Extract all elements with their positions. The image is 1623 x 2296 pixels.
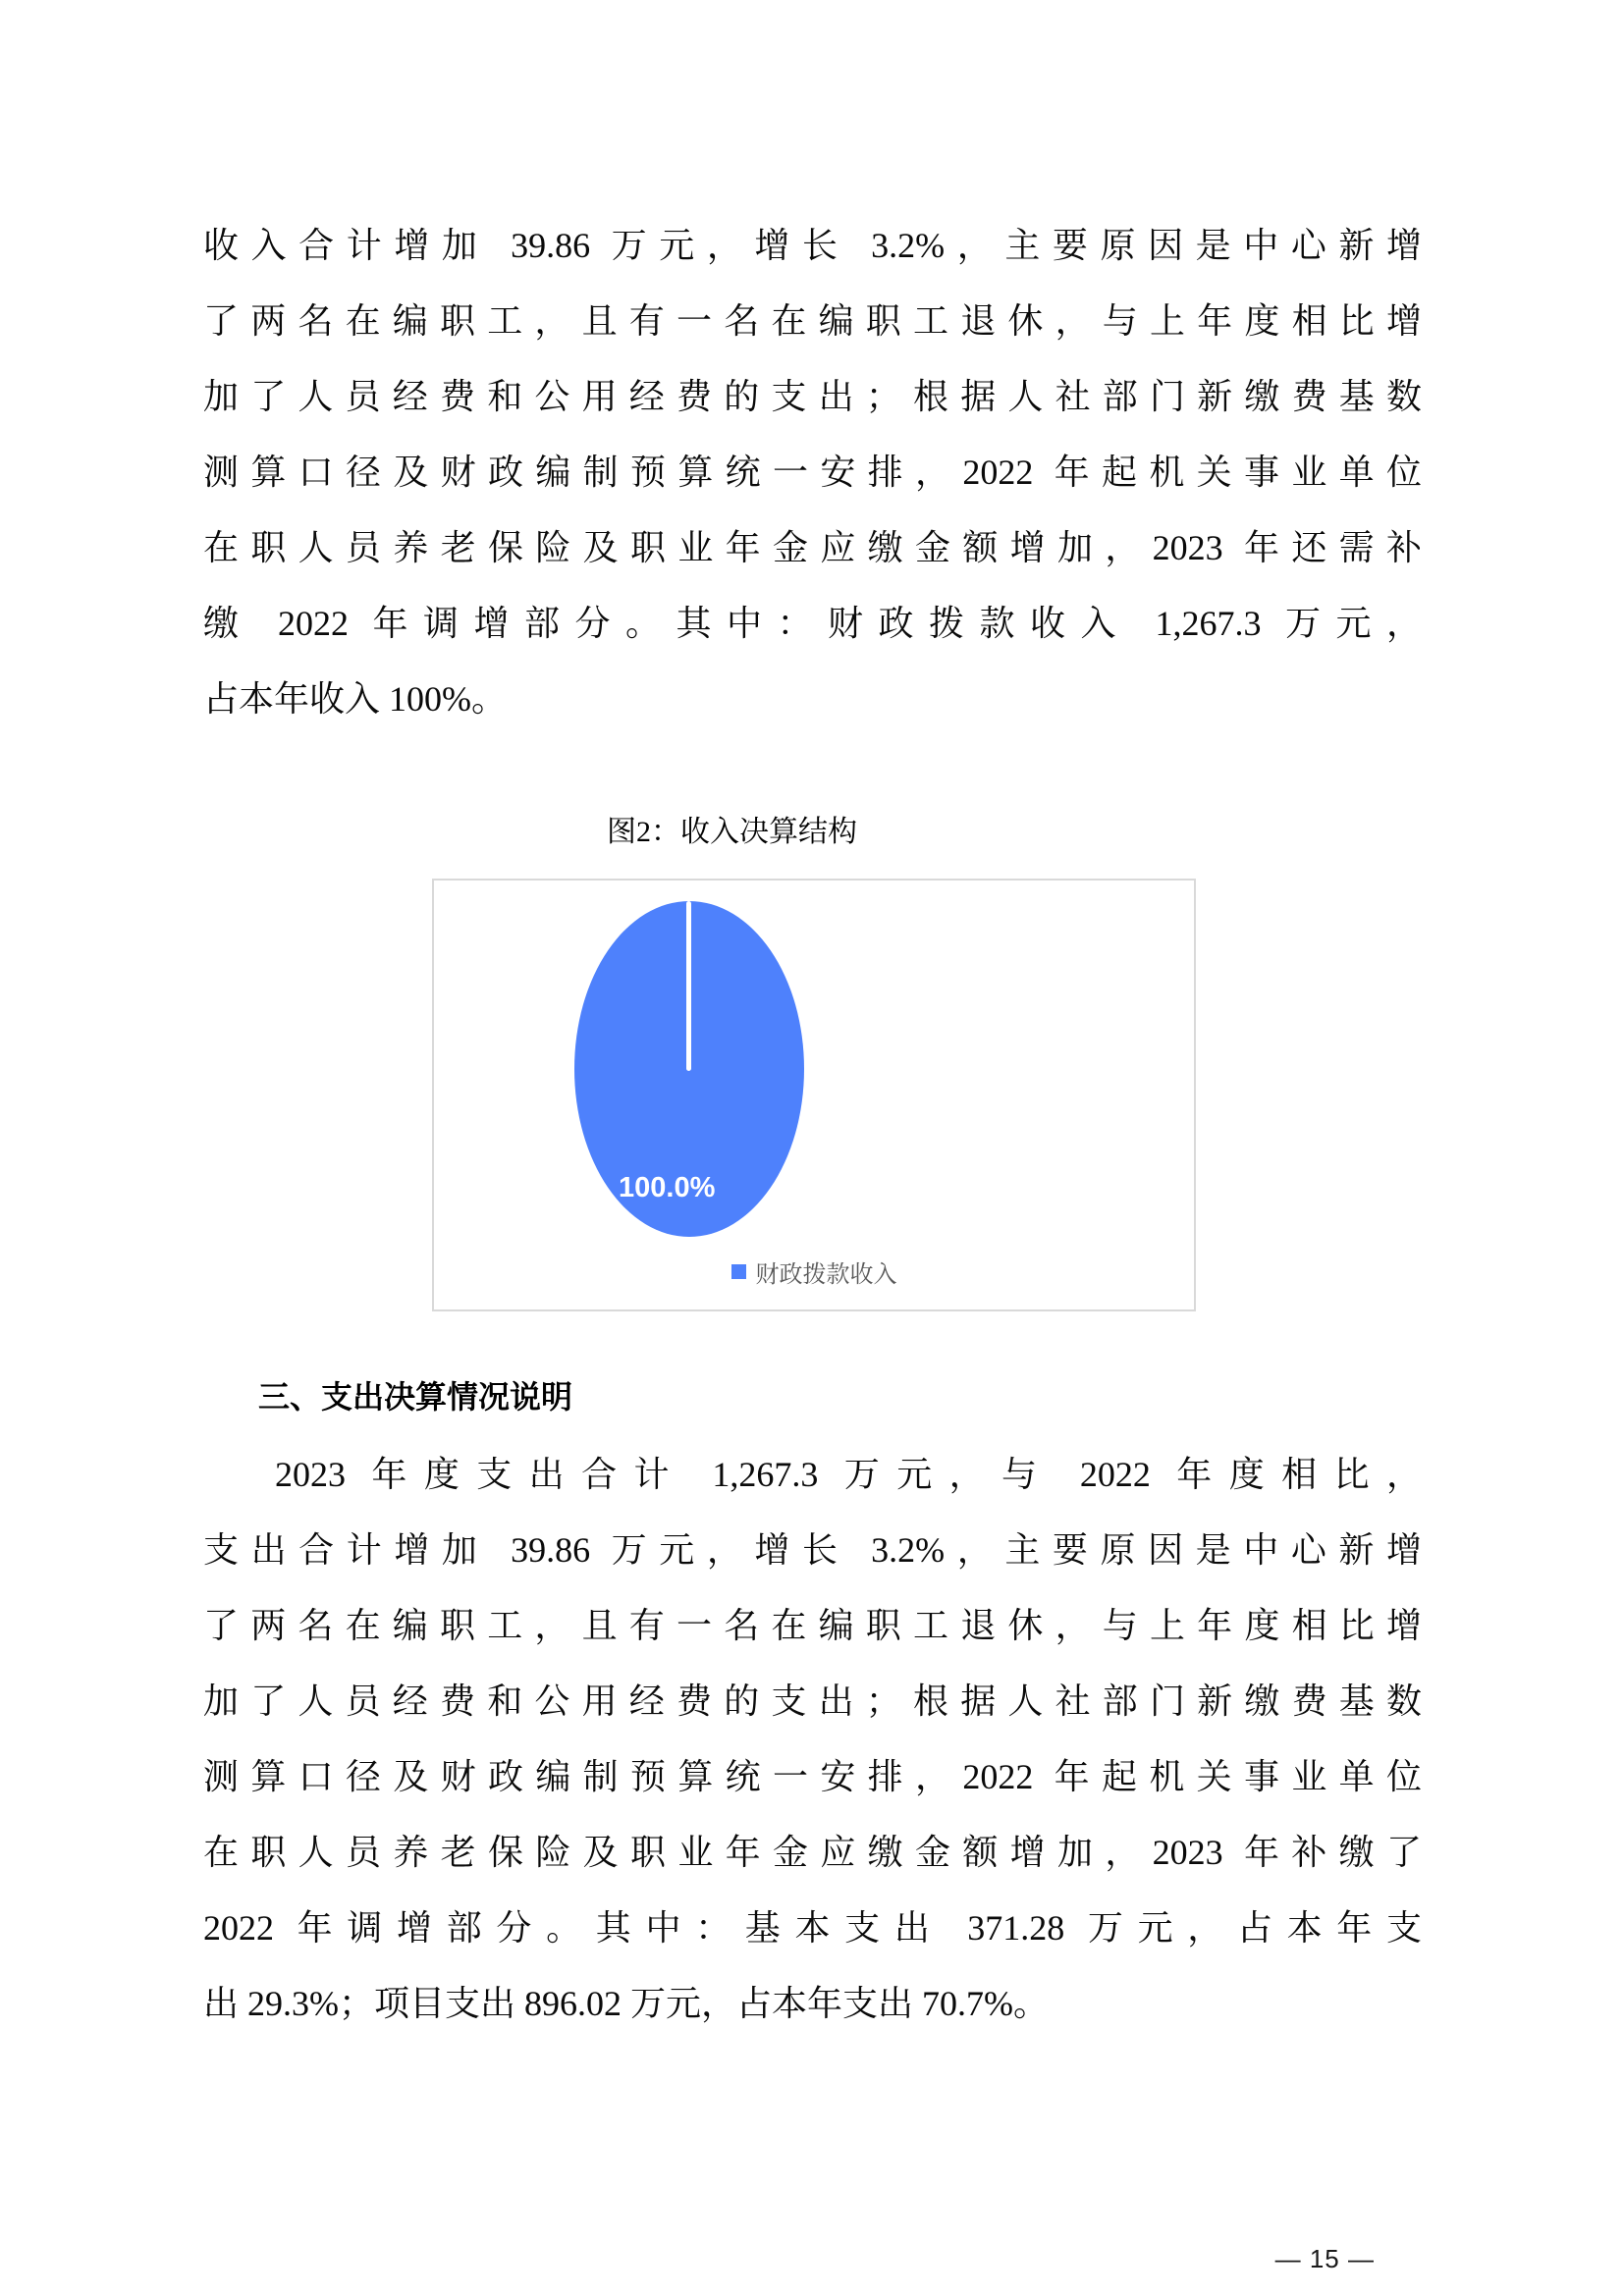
pie-slice-divider — [686, 901, 691, 1071]
chart-panel — [432, 879, 1196, 1311]
text-line: 加了人员经费和公用经费的支出；根据人社部门新缴费基数 — [203, 1682, 1422, 1721]
text-line: 测算口径及财政编制预算统一安排，2022 年起机关事业单位 — [203, 453, 1422, 492]
chart-legend — [434, 1255, 1194, 1289]
text-line: 加了人员经费和公用经费的支出；根据人社部门新缴费基数 — [203, 377, 1422, 416]
expenditure-paragraph — [203, 1437, 1422, 2042]
pie-slice-label: 100.0% — [619, 1172, 716, 1203]
text-line: 2022 年调增部分。其中：基本支出 371.28 万元，占本年支 — [203, 1908, 1422, 1948]
text-line: 了两名在编职工，且有一名在编职工退休，与上年度相比增 — [203, 301, 1422, 341]
text-line: 支出合计增加 39.86 万元，增长 3.2%，主要原因是中心新增 — [203, 1530, 1422, 1570]
text-line: 2023 年度支出合计 1,267.3 万元，与 2022 年度相比， — [275, 1455, 1422, 1494]
text-line: 了两名在编职工，且有一名在编职工退休，与上年度相比增 — [203, 1606, 1422, 1645]
legend-swatch — [731, 1264, 746, 1279]
text-line: 收入合计增加 39.86 万元，增长 3.2%，主要原因是中心新增 — [203, 226, 1422, 265]
figure-title: 图2：收入决算结构 — [607, 816, 857, 848]
page-number: — 15 — — [1274, 2244, 1375, 2273]
text-line: 在职人员养老保险及职业年金应缴金额增加，2023 年补缴了 — [203, 1833, 1422, 1872]
section-heading: 三、支出决算情况说明 — [258, 1379, 573, 1415]
text-line: 占本年收入 100%。 — [203, 679, 507, 719]
text-line: 测算口径及财政编制预算统一安排，2022 年起机关事业单位 — [203, 1757, 1422, 1796]
text-line: 在职人员养老保险及职业年金应缴金额增加，2023 年还需补 — [203, 528, 1422, 567]
income-paragraph — [203, 208, 1422, 737]
legend-label: 财政拨款收入 — [755, 1261, 897, 1288]
text-line: 出 29.3%；项目支出 896.02 万元，占本年支出 70.7%。 — [203, 1984, 1049, 2023]
text-line: 缴 2022 年调增部分。其中：财政拨款收入 1,267.3 万元， — [203, 604, 1422, 643]
